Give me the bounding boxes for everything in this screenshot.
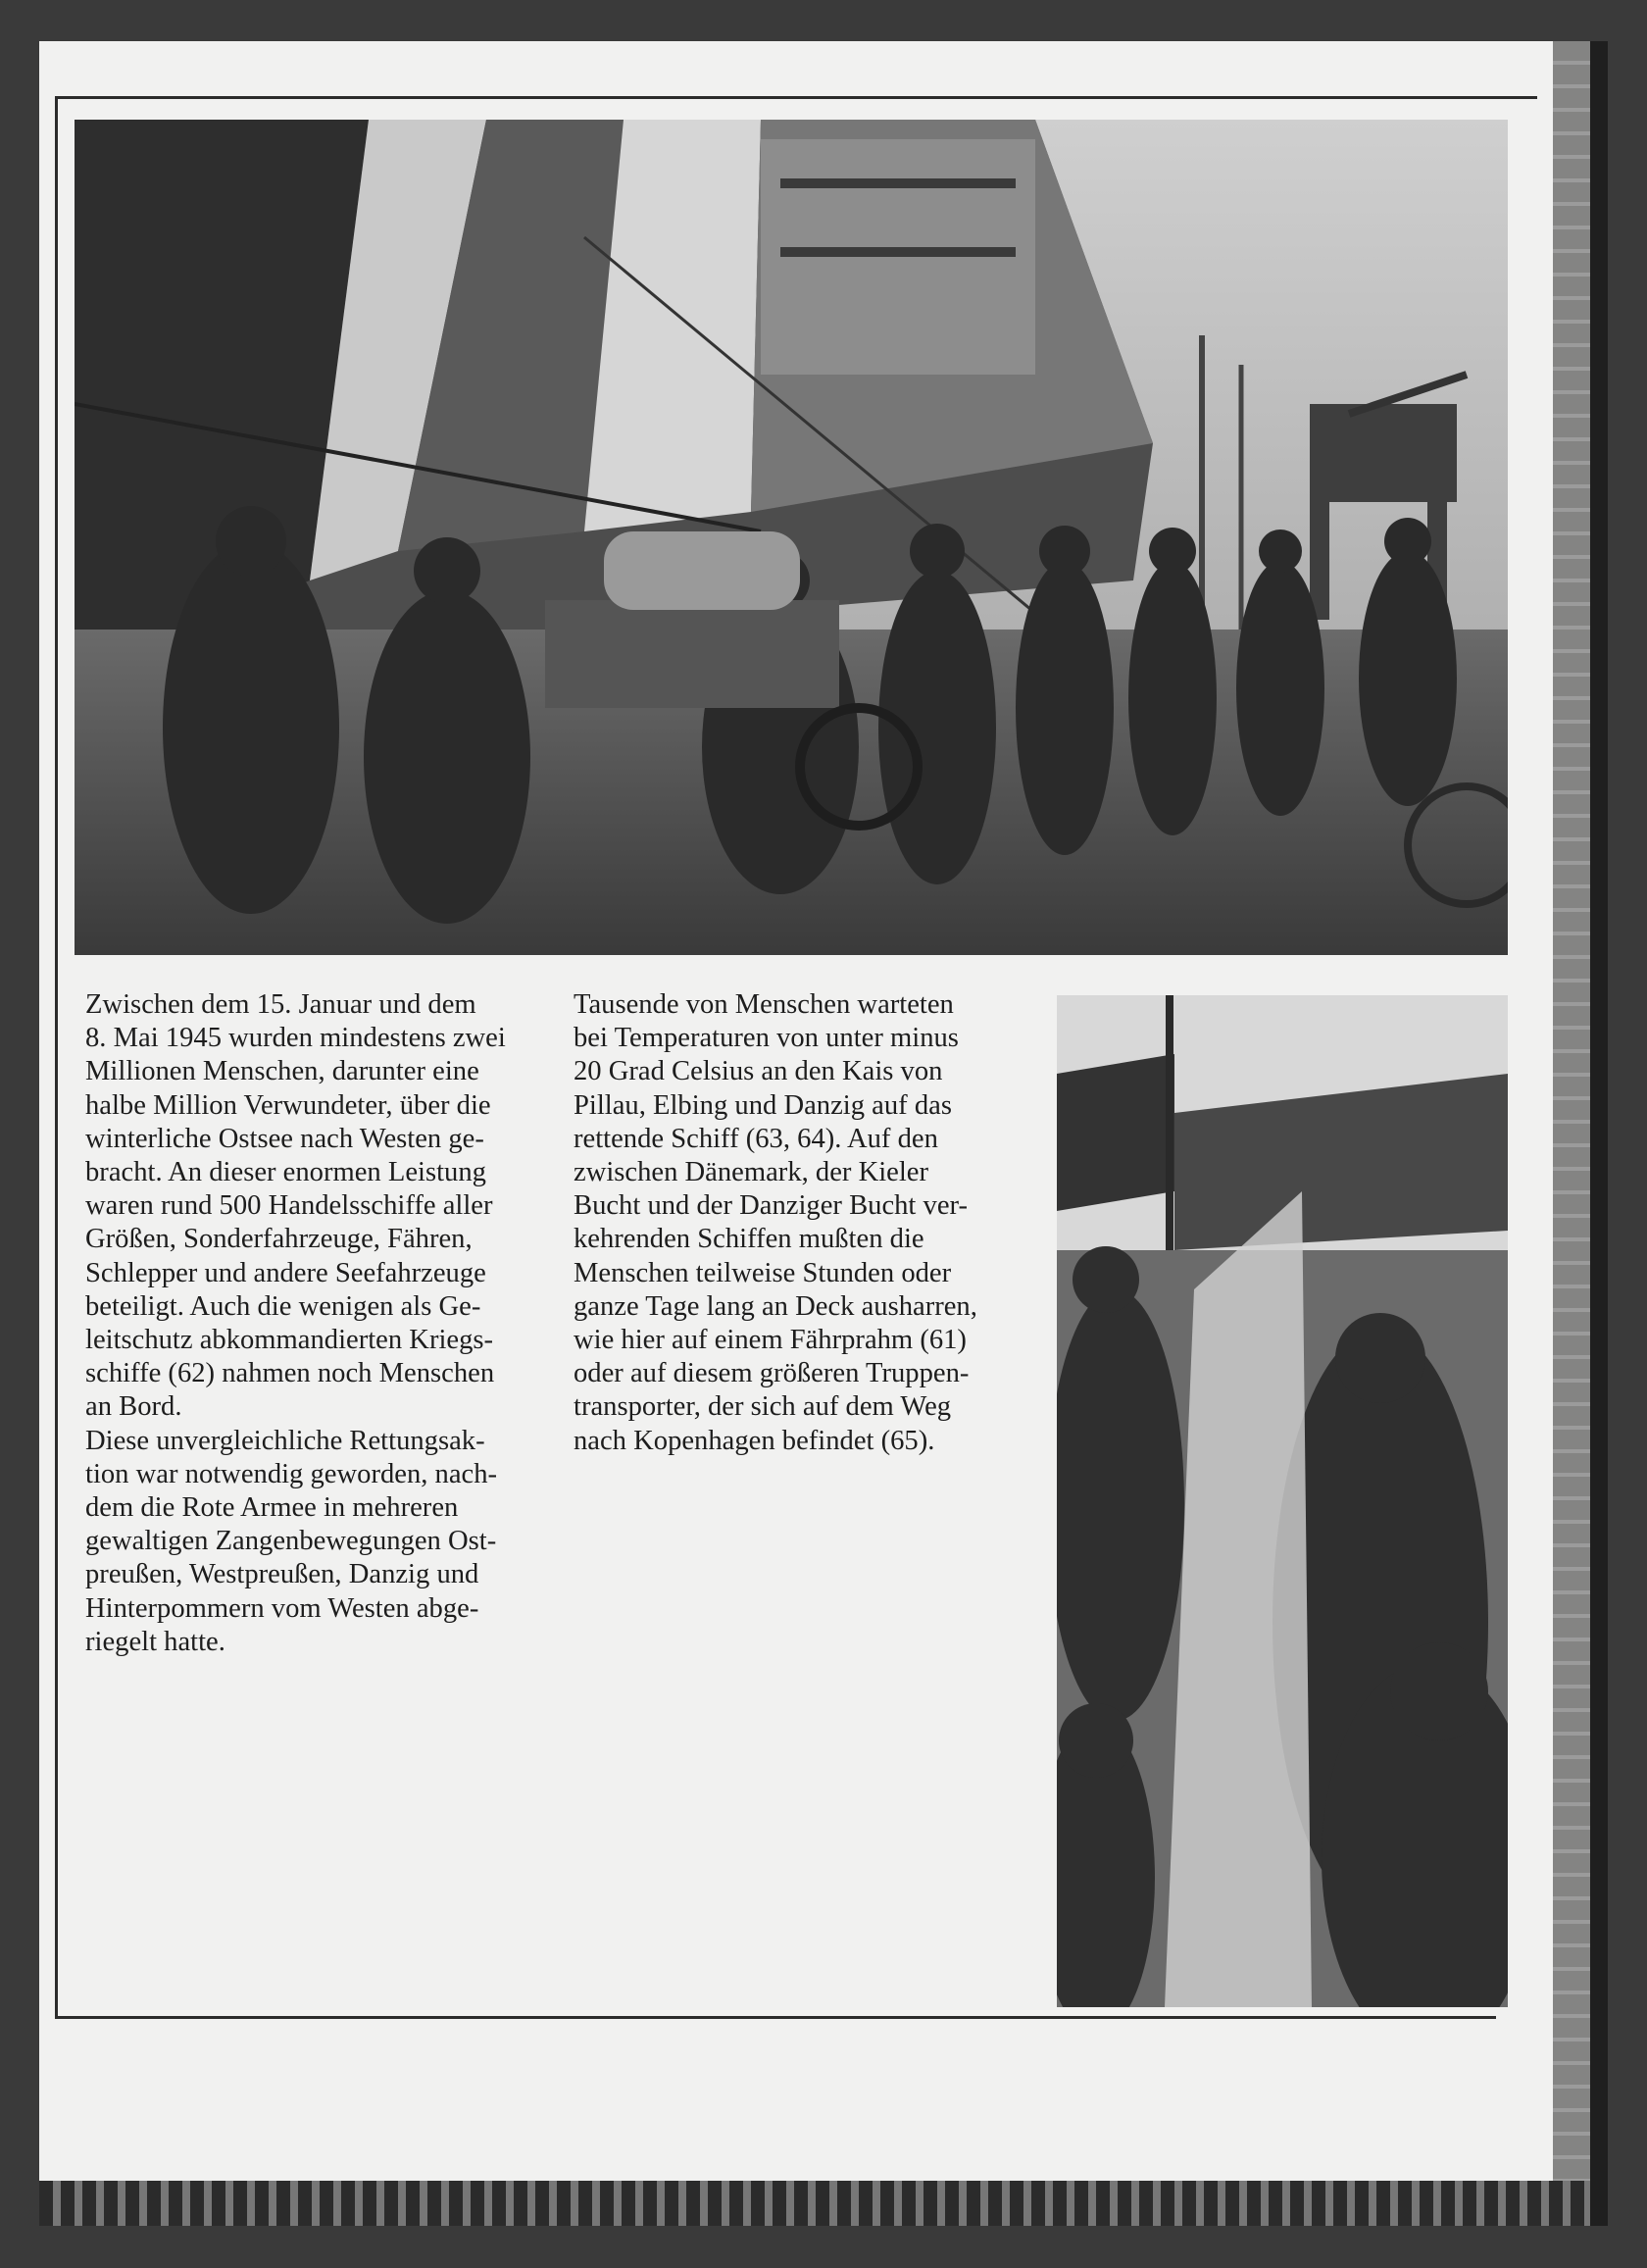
text-line: nach Kopenhagen befindet (65). xyxy=(574,1425,935,1456)
text-line: Schlepper und andere Seefahrzeuge xyxy=(85,1257,486,1288)
text-line: 8. Mai 1945 wurden mindestens zwei xyxy=(85,1023,506,1054)
text-line: Zwischen dem 15. Januar und dem xyxy=(85,989,476,1020)
text-line: oder auf diesem größeren Truppen- xyxy=(574,1358,970,1389)
text-column-middle xyxy=(574,988,1034,1458)
harbor-photo xyxy=(75,120,1508,955)
text-line: gewaltigen Zangenbewegungen Ost- xyxy=(85,1526,497,1557)
text-line: beteiligt. Auch die wenigen als Ge- xyxy=(85,1290,481,1322)
text-line: leitschutz abkommandierten Kriegs- xyxy=(85,1325,494,1356)
frame-line-bottom xyxy=(55,2016,1496,2019)
text-line: halbe Million Verwundeter, über die xyxy=(85,1089,491,1121)
frame-line-left xyxy=(55,96,58,2018)
text-line: tion war notwendig geworden, nach- xyxy=(85,1458,498,1489)
sleeve-bottom-edge xyxy=(39,2181,1590,2226)
text-line: riegelt hatte. xyxy=(85,1626,225,1657)
text-line: dem die Rote Armee in mehreren xyxy=(85,1492,459,1524)
text-line: kehrenden Schiffen mußten die xyxy=(574,1224,924,1255)
text-line: bracht. An dieser enormen Leistung xyxy=(85,1157,486,1188)
text-line: rettende Schiff (63, 64). Auf den xyxy=(574,1123,938,1154)
text-line: 20 Grad Celsius an den Kais von xyxy=(574,1056,943,1087)
sleeve-perforation xyxy=(1553,41,1590,2226)
frame-line-top xyxy=(55,96,1537,99)
text-line: zwischen Dänemark, der Kieler xyxy=(574,1157,929,1188)
text-line: winterliche Ostsee nach Westen ge- xyxy=(85,1123,484,1154)
text-line: preußen, Westpreußen, Danzig und xyxy=(85,1559,479,1590)
text-line: Millionen Menschen, darunter eine xyxy=(85,1056,479,1087)
text-line: Pillau, Elbing und Danzig auf das xyxy=(574,1089,952,1121)
text-line: bei Temperaturen von unter minus xyxy=(574,1023,959,1054)
text-line: Größen, Sonderfahrzeuge, Fähren, xyxy=(85,1224,473,1255)
text-line: Hinterpommern vom Westen abge- xyxy=(85,1592,479,1624)
text-column-left xyxy=(85,988,546,1659)
deck-crowd-photo xyxy=(1057,995,1508,2007)
album-sheet xyxy=(39,41,1608,2226)
text-line: wie hier auf einem Fährprahm (61) xyxy=(574,1325,967,1356)
text-line: Menschen teilweise Stunden oder xyxy=(574,1257,952,1288)
text-line: Tausende von Menschen warteten xyxy=(574,989,954,1020)
text-line: waren rund 500 Handelsschiffe aller xyxy=(85,1190,493,1222)
text-line: schiffe (62) nahmen noch Menschen xyxy=(85,1358,495,1389)
text-line: an Bord. xyxy=(85,1391,182,1423)
text-line: Bucht und der Danziger Bucht ver- xyxy=(574,1190,968,1222)
text-line: ganze Tage lang an Deck ausharren, xyxy=(574,1290,977,1322)
text-line: transporter, der sich auf dem Weg xyxy=(574,1391,952,1423)
text-line: Diese unvergleichliche Rettungsak- xyxy=(85,1425,485,1456)
